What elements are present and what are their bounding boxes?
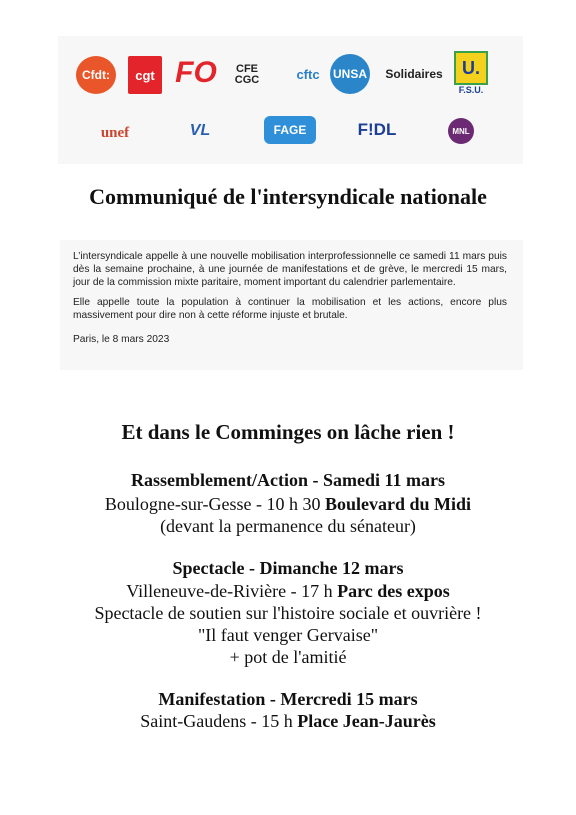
communique-box	[60, 240, 523, 370]
event-2-location-place: Parc des expos	[337, 581, 450, 601]
event-1-location-place: Boulevard du Midi	[325, 494, 472, 514]
event-1-detail: (devant la permanence du sénateur)	[160, 516, 416, 536]
cfdt-logo	[76, 56, 116, 94]
fo-logo	[176, 54, 216, 92]
event-2-location-text: Villeneuve-de-Rivière - 17 h	[126, 581, 338, 601]
mnl-logo	[448, 118, 474, 144]
communique-signature: Paris, le 8 mars 2023	[73, 334, 170, 345]
unef-logo-text: unef	[100, 124, 130, 141]
event-1-location	[0, 494, 576, 515]
fsu-logo-caption: F.S.U.	[458, 85, 484, 95]
communique-paragraph-1: L’intersyndicale appelle à une nouvelle mobilisation interprofessionnelle ce samedi 11 mars puis dès la semaine prochaine, à une journée de manifestations et de grève, le mercredi 15 mars, jour de la commission mixte paritaire, moment important du calendrier parlementaire.	[73, 251, 507, 288]
event-1-heading: Rassemblement/Action - Samedi 11 mars	[131, 470, 445, 490]
cfe-cgc-logo	[228, 56, 266, 94]
event-3-heading: Manifestation - Mercredi 15 mars	[158, 689, 418, 709]
page-title: Communiqué de l'intersyndicale nationale	[89, 184, 487, 209]
cftc-logo-text: cftc	[296, 66, 320, 82]
communique-paragraph-2: Elle appelle toute la population à continuer la mobilisation et les actions, encore plus massivement pour dire non à cette réforme injuste et brutale.	[73, 297, 507, 321]
fidl-logo-text: F!DL	[357, 120, 397, 139]
event-3-location-place: Place Jean-Jaurès	[297, 711, 436, 731]
unsa-logo	[330, 54, 370, 94]
solidaires-logo-text: Solidaires	[385, 67, 443, 81]
fage-logo-text: FAGE	[273, 123, 307, 137]
event-2-detail-2: "Il faut venger Gervaise"	[197, 625, 379, 645]
union-logos-banner	[58, 36, 523, 164]
vl-logo	[180, 118, 220, 144]
event-3-location-text: Saint-Gaudens - 15 h	[140, 711, 298, 731]
event-3-location	[0, 711, 576, 732]
cgt-logo	[128, 56, 162, 94]
fo-logo-text: FO	[175, 56, 217, 89]
fsu-logo-mark: U.	[454, 51, 488, 85]
cfe-cgc-logo-text: CFE CGC	[234, 63, 260, 86]
fage-logo	[264, 116, 316, 144]
fidl-logo	[350, 118, 404, 142]
fsu-logo	[454, 50, 488, 96]
local-slogan: Et dans le Comminges on lâche rien !	[121, 420, 455, 444]
event-1-location-text: Boulogne-sur-Gesse - 10 h 30	[104, 494, 326, 514]
unsa-logo-text: UNSA	[332, 67, 367, 81]
cftc-logo	[288, 62, 328, 86]
cgt-logo-text: cgt	[135, 67, 155, 83]
event-2-heading: Spectacle - Dimanche 12 mars	[172, 558, 404, 578]
event-2-location	[0, 581, 576, 602]
event-2-detail-3: + pot de l'amitié	[229, 647, 347, 667]
cfdt-logo-text: Cfdt:	[82, 68, 110, 82]
unef-logo	[90, 122, 140, 144]
vl-logo-text: VL	[189, 122, 211, 139]
event-2-detail-1: Spectacle de soutien sur l'histoire sociale et ouvrière !	[94, 603, 482, 623]
solidaires-logo	[384, 64, 444, 84]
mnl-logo-text: MNL	[452, 126, 470, 136]
